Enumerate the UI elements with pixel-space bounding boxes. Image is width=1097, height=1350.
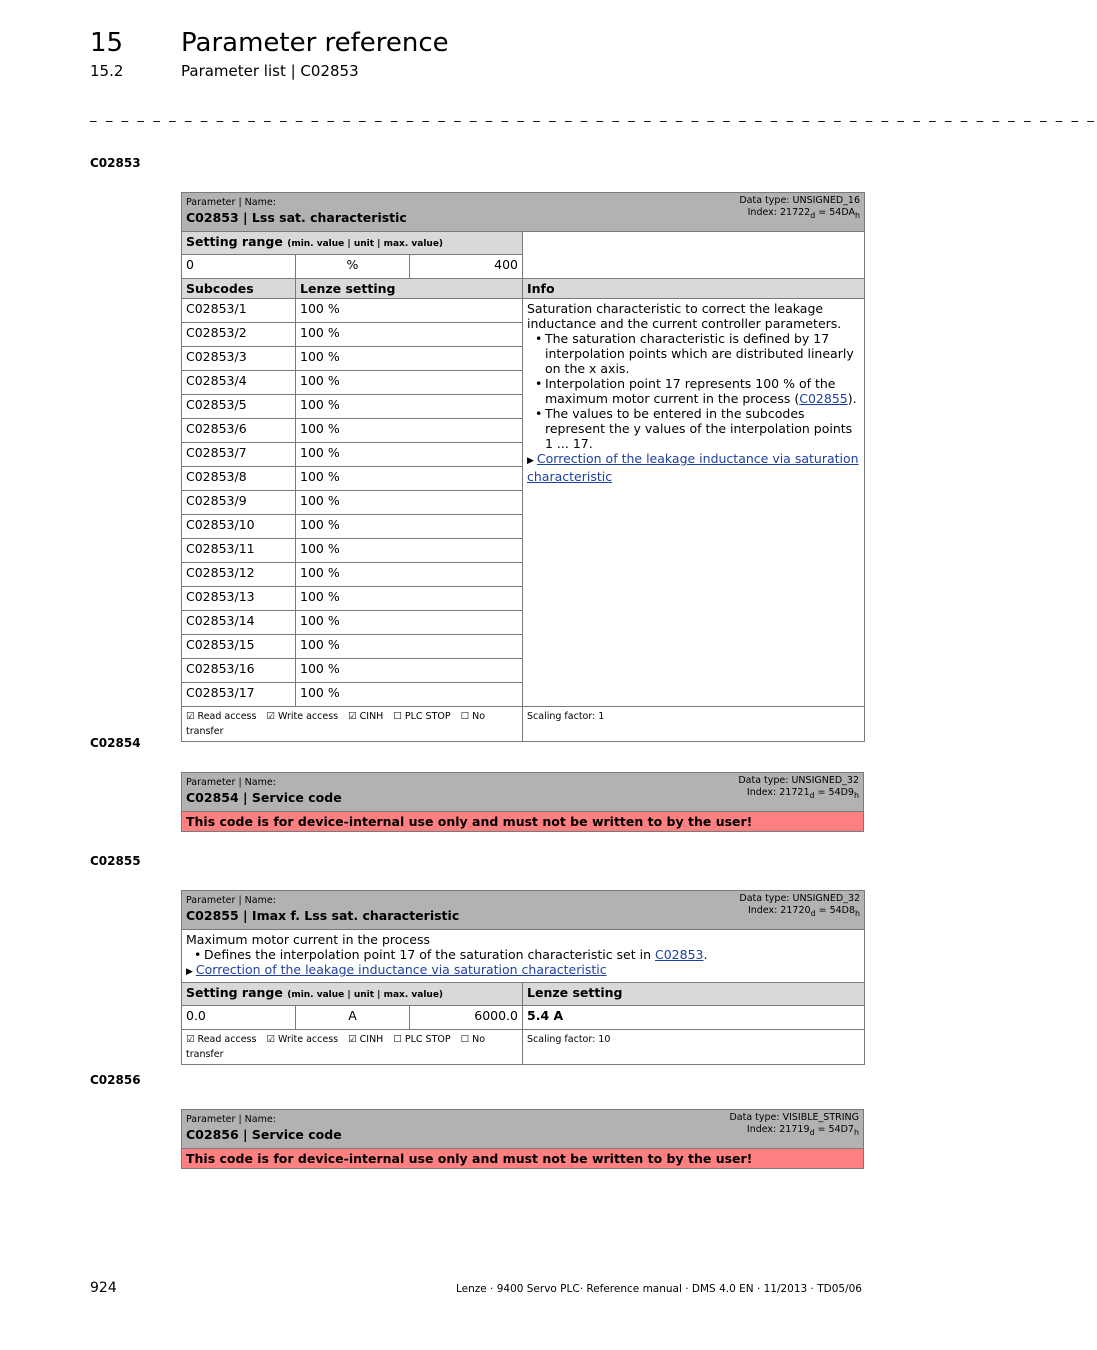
info-bullet: • Interpolation point 17 represents 100 % of the maximum motor current in the process (C02855). <box>545 376 860 406</box>
description-bullet: • Defines the interpolation point 17 of the saturation characteristic set in C02853. <box>204 947 860 962</box>
code-heading-c02856: C02856 <box>90 1073 141 1087</box>
subcode: C02853/9 <box>182 491 296 515</box>
col-info: Info <box>523 279 865 299</box>
subcode: C02853/5 <box>182 395 296 419</box>
subcode: C02853/4 <box>182 371 296 395</box>
subcode-value: 100 % <box>296 563 523 587</box>
min-value: 0 <box>182 255 296 279</box>
code-heading-c02853: C02853 <box>90 156 141 170</box>
section-title: Parameter list | C02853 <box>181 62 359 80</box>
param-table-c02856 <box>181 1109 864 1169</box>
info-bullet: • The values to be entered in the subcodes represent the y values of the interpolation points 1 ... 17. <box>545 406 860 451</box>
index: Index: $21719_d = 54D7_h$ <box>746 1124 859 1137</box>
link-c02853[interactable]: C02853 <box>655 947 704 962</box>
param-table-c02855 <box>181 890 865 1065</box>
warning-text: This code is for device-internal use only and must not be written to by the user! <box>182 812 864 832</box>
subcode: C02853/8 <box>182 467 296 491</box>
subcode: C02853/2 <box>182 323 296 347</box>
subcode-value: 100 % <box>296 443 523 467</box>
empty-cell <box>523 232 865 279</box>
info-cell <box>523 299 865 707</box>
subcode-value: 100 % <box>296 299 523 323</box>
param-table-c02853 <box>181 192 865 742</box>
subcode: C02853/12 <box>182 563 296 587</box>
subcode-value: 100 % <box>296 611 523 635</box>
link-c02855[interactable]: C02855 <box>799 391 848 406</box>
subcode-value: 100 % <box>296 683 523 707</box>
lenze-setting-value: 5.4 A <box>523 1006 865 1030</box>
page-number: 924 <box>90 1280 117 1296</box>
info-intro: Saturation characteristic to correct the leakage inductance and the current controller parameters. <box>527 301 842 331</box>
link-leakage-correction[interactable]: Correction of the leakage inductance via saturation characteristic <box>195 962 607 977</box>
subcode-value: 100 % <box>296 323 523 347</box>
subcode-value: 100 % <box>296 491 523 515</box>
subcode: C02853/1 <box>182 299 296 323</box>
param-name: C02853 | Lss sat. characteristic <box>186 210 407 225</box>
subcode-value: 100 % <box>296 635 523 659</box>
subcode: C02853/15 <box>182 635 296 659</box>
param-name: C02855 | Imax f. Lss sat. characteristic <box>186 908 460 923</box>
data-type: Data type: VISIBLE_STRING <box>729 1112 859 1123</box>
subcode-value: 100 % <box>296 539 523 563</box>
index: Index: $21721_d = 54D9_h$ <box>746 787 859 800</box>
access-flags: ☑ Read access ☑ Write access ☑ CINH ☐ PLC STOP ☐ No transfer <box>182 1030 523 1065</box>
code-heading-c02855: C02855 <box>90 854 141 868</box>
subcode-value: 100 % <box>296 419 523 443</box>
subcode: C02853/14 <box>182 611 296 635</box>
param-header <box>182 1110 864 1149</box>
param-table-c02854 <box>181 772 864 832</box>
unit: A <box>296 1006 410 1030</box>
col-lenze-setting: Lenze setting <box>296 279 523 299</box>
subcode: C02853/6 <box>182 419 296 443</box>
scaling-factor: Scaling factor: 1 <box>523 707 865 742</box>
subcode: C02853/13 <box>182 587 296 611</box>
min-value: 0.0 <box>182 1006 296 1030</box>
subcode-value: 100 % <box>296 659 523 683</box>
param-header <box>182 773 864 812</box>
subcode: C02853/10 <box>182 515 296 539</box>
index: Index: $21720_d = 54D8_h$ <box>747 905 861 918</box>
arrow-right-icon: ▶ <box>186 967 193 977</box>
param-header <box>182 891 865 930</box>
subcode-value: 100 % <box>296 371 523 395</box>
param-label: Parameter | Name: <box>186 895 276 906</box>
warning-text: This code is for device-internal use only and must not be written to by the user! <box>182 1149 864 1169</box>
lenze-setting-label: Lenze setting <box>523 983 865 1006</box>
setting-range-label: Setting range (min. value | unit | max. value) <box>182 983 523 1006</box>
data-type-block <box>739 893 860 920</box>
setting-range-label: Setting range (min. value | unit | max. value) <box>182 232 523 255</box>
data-type: Data type: UNSIGNED_16 <box>739 195 861 206</box>
footer-text: Lenze · 9400 Servo PLC· Reference manual · DMS 4.0 EN · 11/2013 · TD05/06 <box>455 1283 862 1295</box>
subcode: C02853/3 <box>182 347 296 371</box>
section-number: 15.2 <box>90 62 124 80</box>
subcode-value: 100 % <box>296 515 523 539</box>
subcode-value: 100 % <box>296 395 523 419</box>
chapter-title: Parameter reference <box>181 28 449 58</box>
subcode-value: 100 % <box>296 467 523 491</box>
data-type: Data type: UNSIGNED_32 <box>738 775 859 786</box>
separator-line: _ _ _ _ _ _ _ _ _ _ _ _ _ _ _ _ _ _ _ _ _ _ _ _ _ _ _ _ _ _ _ _ _ _ _ _ _ _ _ _ _ _ _ _ _ _ _ _ _ _ _ _ _ _ _ _ _ _ _ _ _ _ _ _ <box>90 108 1097 123</box>
param-label: Parameter | Name: <box>186 1114 276 1125</box>
link-leakage-correction[interactable]: Correction of the leakage inductance via saturation characteristic <box>527 451 859 484</box>
param-label: Parameter | Name: <box>186 197 276 208</box>
subcode: C02853/17 <box>182 683 296 707</box>
param-name: C02854 | Service code <box>186 790 342 805</box>
subcode: C02853/7 <box>182 443 296 467</box>
data-type-block <box>738 775 859 802</box>
unit: % <box>296 255 410 279</box>
code-heading-c02854: C02854 <box>90 736 141 750</box>
param-header <box>182 193 865 232</box>
subcode-value: 100 % <box>296 587 523 611</box>
description: Maximum motor current in the process <box>186 932 431 947</box>
access-flags: ☑ Read access ☑ Write access ☑ CINH ☐ PLC STOP ☐ No transfer <box>182 707 523 742</box>
index: Index: $21722_d = 54DA_h$ <box>747 207 861 220</box>
max-value: 6000.0 <box>410 1006 523 1030</box>
param-label: Parameter | Name: <box>186 777 276 788</box>
data-type-block <box>729 1112 859 1139</box>
chapter-number: 15 <box>90 28 124 58</box>
arrow-right-icon: ▶ <box>527 456 534 466</box>
data-type: Data type: UNSIGNED_32 <box>739 893 861 904</box>
param-name: C02856 | Service code <box>186 1127 342 1142</box>
subcode-value: 100 % <box>296 347 523 371</box>
col-subcodes: Subcodes <box>182 279 296 299</box>
max-value: 400 <box>410 255 523 279</box>
description-cell <box>182 930 865 983</box>
scaling-factor: Scaling factor: 10 <box>523 1030 865 1065</box>
data-type-block <box>739 195 860 222</box>
subcode: C02853/11 <box>182 539 296 563</box>
subcode: C02853/16 <box>182 659 296 683</box>
info-bullet: • The saturation characteristic is defined by 17 interpolation points which are distributed linearly on the x axis. <box>545 331 860 376</box>
